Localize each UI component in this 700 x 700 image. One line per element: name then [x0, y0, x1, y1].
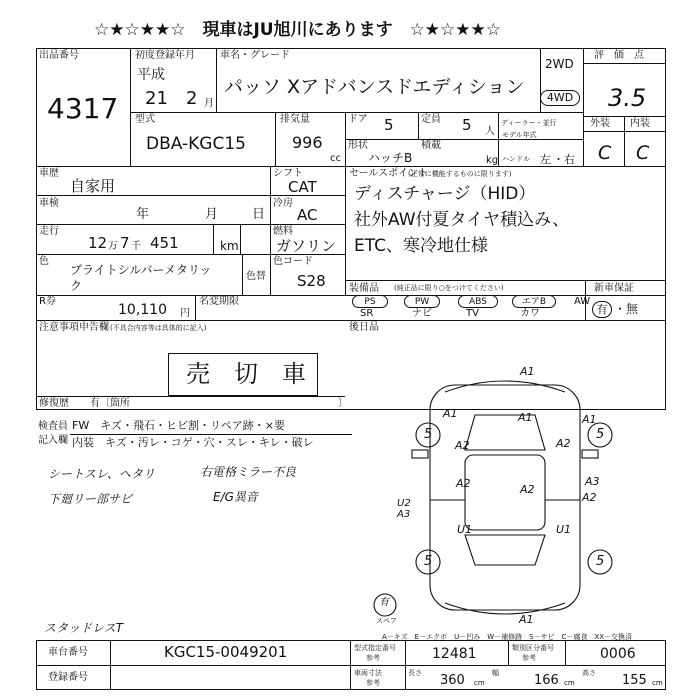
inspector-row1: FW キズ・飛石・ヒビ割・リペア跡・×要	[72, 419, 285, 432]
exterior-label: 外装	[590, 118, 610, 129]
spare-label: スペア	[376, 617, 397, 625]
mileage-rest: 451	[150, 234, 179, 252]
height-value: 155	[622, 673, 647, 688]
repair-label: 修復歴	[39, 398, 69, 409]
diag-tire-fl: 5	[424, 427, 433, 442]
model-year-label: モデル年式	[502, 131, 537, 139]
left-front-mirror	[412, 450, 428, 458]
diag-a1-rear: A1	[519, 613, 534, 626]
warranty-yes-circled: 有	[592, 301, 612, 318]
handwritten-note-3: 下廻リー部サビ	[48, 492, 133, 506]
width-label: 幅	[492, 669, 499, 677]
equipment-label: 装備品	[349, 283, 379, 294]
handwritten-note-2: 右電格ミラー不良	[200, 465, 297, 479]
displacement-label: 排気量	[280, 114, 310, 125]
color-line1: ブライトシルバーメタリッ	[70, 263, 212, 277]
name-change-label: 名変期限	[199, 296, 239, 307]
mileage-label: 走行	[39, 226, 59, 237]
load-label: 積載	[421, 140, 441, 151]
shape-label: 形状	[348, 140, 368, 151]
diag-tire-rl: 5	[424, 554, 433, 569]
inspection-year: 年	[136, 207, 150, 222]
car-name-label: 車名・グレード	[220, 50, 290, 61]
recycle-value: 10,110	[118, 302, 167, 318]
diag-u1-r: U1	[556, 523, 572, 536]
aircon-value: AC	[297, 206, 318, 224]
mileage-man-unit: 万	[108, 241, 118, 252]
capacity-label: 定員	[421, 114, 441, 125]
car-name: パッソ Xアドバンスドエディション	[224, 76, 525, 98]
recycle-unit: 円	[180, 308, 190, 319]
color-code-label: 色コード	[273, 256, 313, 267]
aircon-label: 冷房	[273, 198, 293, 209]
selling-point-3: ETC、寒冷地仕様	[354, 236, 488, 256]
diag-a1-right: A1	[582, 413, 597, 426]
capacity-value: 5	[462, 116, 472, 134]
history-value: 自家用	[70, 177, 116, 195]
recycle-label: R券	[39, 296, 56, 307]
cc-unit: cc	[330, 153, 341, 164]
doors-value: 5	[384, 116, 394, 134]
fuel-label: 燃料	[273, 226, 293, 237]
inspection-month: 月	[205, 207, 219, 222]
diag-a2-fr: A2	[556, 437, 571, 450]
color-code-value: S28	[297, 272, 326, 290]
after-day-label: 後日品	[349, 322, 379, 333]
inspection-day: 日	[252, 207, 266, 222]
fuel-value: ガソリン	[276, 237, 337, 255]
diag-spare-yes: 有	[379, 597, 389, 608]
score-value: 3.5	[608, 84, 647, 112]
length-unit: cm	[474, 679, 485, 687]
score-label: 評 価 点	[594, 50, 644, 61]
first-reg-year: 21	[145, 88, 168, 109]
handle-left: 左	[540, 153, 551, 166]
kg-unit: kg	[486, 155, 499, 166]
width-value: 166	[534, 673, 559, 688]
diag-a1-hood: A1	[518, 411, 533, 424]
selling-points-label: セールスポイント	[349, 168, 429, 179]
shape-value: ハッチB	[368, 151, 413, 165]
handle-label: ハンドル	[502, 155, 530, 163]
car-rear-window	[465, 535, 545, 565]
diag-a3-r: A3	[585, 475, 600, 488]
equipment-sub: (純正品に限り○をつけてください)	[394, 284, 504, 292]
spec-no-label: 型式指定番号	[354, 644, 396, 652]
inspector-label: 検査員	[38, 421, 68, 432]
km-unit: km	[220, 239, 239, 253]
chassis-value: KGC15-0049201	[164, 643, 288, 661]
capacity-unit: 人	[485, 126, 495, 137]
equipment-1-top: PW	[404, 295, 440, 308]
spec-no-value: 12481	[432, 646, 477, 662]
diag-a3-l: A3	[397, 509, 411, 520]
model-label: 型式	[135, 114, 155, 125]
inspector-label2: 記入欄	[38, 435, 68, 446]
selling-points-sub: (正常に機能するものに限ります)	[408, 170, 512, 178]
handwritten-note-4: E/G異音	[213, 490, 258, 504]
repair-value: 有〔箇所	[90, 398, 130, 409]
inspection-label: 車検	[39, 198, 59, 209]
sold-stamp: 売 切 車	[186, 360, 306, 388]
notes-label: 注意事項申告欄	[39, 322, 109, 333]
diag-tire-fr: 5	[596, 427, 605, 442]
handle-right: 右	[564, 153, 575, 166]
reg-no-label: 登録番号	[48, 672, 88, 683]
shift-value: CAT	[288, 178, 317, 196]
first-reg-month-unit: 月	[204, 98, 214, 109]
car-rear-bumper	[445, 603, 565, 614]
right-front-mirror	[582, 450, 598, 458]
length-value: 360	[440, 673, 465, 688]
lot-number: 4317	[47, 92, 119, 125]
history-label: 車歴	[39, 168, 59, 179]
height-label: 高さ	[582, 669, 596, 677]
interior-label: 内装	[630, 118, 650, 129]
size-label: 車両寸法	[354, 669, 382, 677]
class-ref-label: 参考	[522, 654, 536, 662]
model-code: DBA-KGC15	[146, 134, 246, 154]
diag-tire-rr: 5	[596, 554, 605, 569]
diag-a2-rear: A2	[582, 491, 597, 504]
warranty-sep: ・	[614, 302, 627, 316]
length-label: 長さ	[408, 669, 422, 677]
new-car-warranty-label: 新車保証	[594, 283, 634, 294]
color-change-label: 色替	[246, 271, 266, 282]
diag-u1-l: U1	[457, 523, 473, 536]
mileage-sen: 7	[120, 234, 130, 252]
shift-label: シフト	[273, 168, 303, 179]
car-windshield	[465, 415, 545, 450]
exterior-score: C	[598, 142, 612, 164]
equipment-2-bottom: TV	[466, 308, 479, 319]
inspector-row2: 内装 キズ・汚レ・コゲ・穴・スレ・キレ・破レ	[72, 436, 314, 449]
doors-label: ドア	[348, 114, 368, 125]
mileage-sen-unit: 千	[131, 241, 141, 252]
drive-4wd-circled: 4WD	[540, 90, 580, 106]
damage-legend: A－キズ E－エクボ U－凹み W－補修跡 S－サビ C－腐食 XX－交換済	[382, 633, 633, 641]
class-no-value: 0006	[600, 646, 636, 662]
handwritten-note-1: シートスレ、ヘタリ	[48, 467, 155, 481]
handwritten-note-5: スタッドレスT	[44, 621, 123, 635]
size-ref-label: 参考	[366, 679, 380, 687]
first-reg-era: 平成	[137, 67, 165, 83]
first-reg-label: 初度登録年月	[135, 50, 195, 61]
equipment-3-bottom: カワ	[520, 308, 540, 319]
equipment-3-top: エアB	[512, 295, 556, 308]
equipment-1-bottom: ナビ	[412, 308, 432, 319]
displacement-value: 996	[292, 133, 323, 152]
first-reg-month: 2	[186, 88, 198, 109]
handle-sep: ・	[553, 153, 564, 166]
selling-point-1: ディスチャージ（HID）	[354, 184, 536, 204]
repair-close: 〕	[338, 398, 348, 409]
dealer-label: ディーラー・並行	[501, 119, 557, 127]
drive-2wd: 2WD	[545, 57, 574, 71]
diag-a1-left: A1	[443, 407, 458, 420]
color-label: 色	[39, 256, 49, 267]
equipment-0-bottom: SR	[360, 308, 374, 319]
diag-a2-fl: A2	[455, 439, 470, 452]
diag-a2-l: A2	[456, 477, 471, 490]
page-header: ☆★☆★★☆ 現車はJU旭川にあります ☆★☆★★☆	[94, 20, 502, 40]
diag-a1-top: A1	[520, 365, 535, 378]
equipment-4-top: AW	[574, 296, 591, 307]
equipment-0-top: PS	[352, 295, 388, 308]
selling-point-2: 社外AW付夏タイヤ積込み、	[354, 210, 570, 230]
diag-a2-roof: A2	[520, 483, 535, 496]
width-unit: cm	[564, 679, 575, 687]
mileage-man: 12	[88, 234, 108, 252]
class-no-label: 類別区分番号	[512, 644, 554, 652]
notes-sub: (不具合内容等は具体的に記入)	[110, 324, 207, 332]
lot-no-label: 出品番号	[39, 50, 79, 61]
spec-ref-label: 参考	[366, 654, 380, 662]
color-line2: ク	[70, 279, 83, 293]
interior-score: C	[636, 142, 650, 164]
warranty-no: 無	[626, 302, 639, 316]
equipment-2-top: ABS	[458, 295, 498, 308]
diag-u2: U2	[397, 498, 411, 509]
chassis-label: 車台番号	[48, 647, 88, 658]
height-unit: cm	[652, 679, 663, 687]
